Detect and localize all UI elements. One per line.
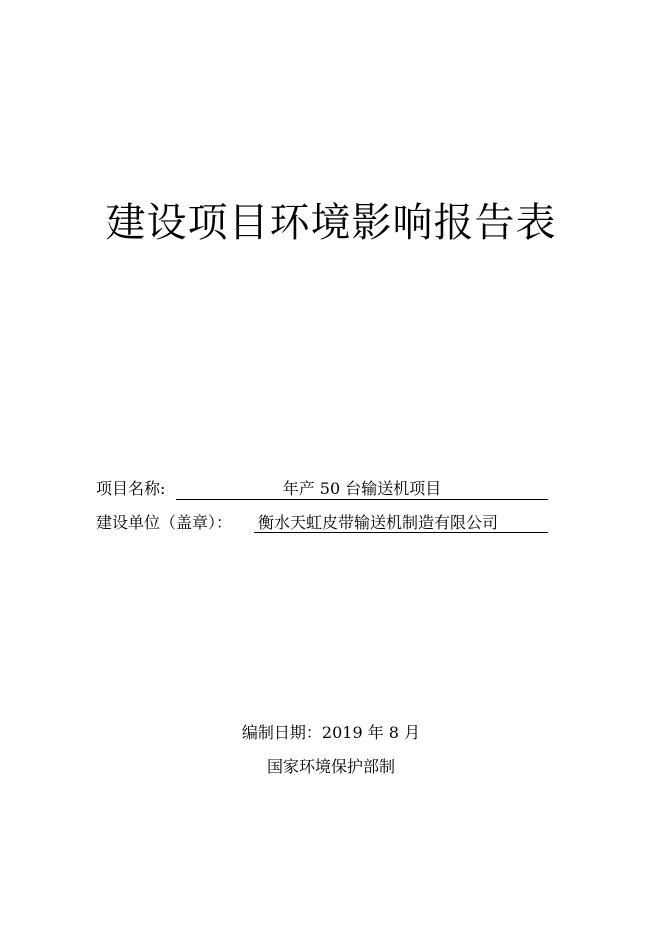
report-title: 建设项目环境影响报告表: [105, 200, 557, 246]
compile-date: 编制日期：2019 年 8 月: [241, 723, 421, 742]
construction-unit-value: 衡水天虹皮带输送机制造有限公司: [254, 512, 548, 533]
issuer-ministry: 国家环境保护部制: [266, 757, 395, 776]
construction-unit-label: 建设单位（盖章）：: [96, 513, 233, 532]
project-name-label: 项目名称:: [96, 479, 166, 498]
project-name-value: 年产 50 台输送机项目: [176, 478, 548, 500]
